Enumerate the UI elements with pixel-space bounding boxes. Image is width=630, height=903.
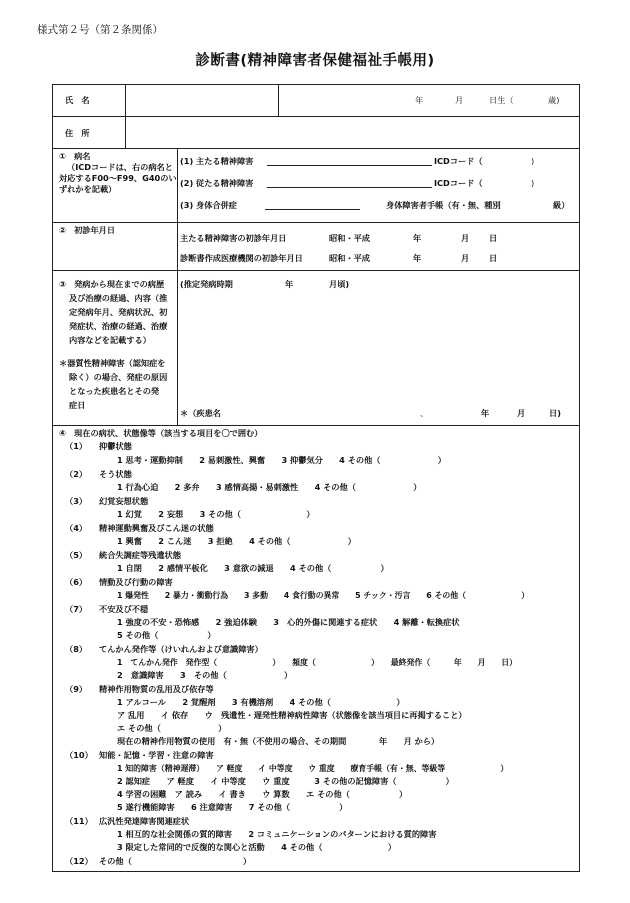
s3-note-line: となった疾患名とその発 [69, 386, 160, 396]
condition-number: （2） [65, 469, 88, 479]
diagnosis-form-table [52, 84, 580, 872]
icd-close: ) [531, 178, 535, 188]
condition-options: 2 意識障害 3 その他（ ） [117, 670, 293, 680]
s2-title: ② 初診年月日 [59, 225, 116, 235]
form-number: 様式第２号（第２条関係） [37, 24, 163, 36]
physical-complication-field[interactable] [265, 209, 360, 210]
disease-separator: 、 [420, 408, 429, 418]
handbook-grade-label: 級） [553, 200, 570, 210]
condition-options: ア 乱用 イ 依存 ウ 残遺性・遅発性精神病性障害（状態像を該当項目に再掲すること） [117, 710, 467, 720]
condition-options: 2 認知症 ア 軽度 イ 中等度 ウ 重度 3 その他の記憶障害（ ） [117, 776, 454, 786]
condition-options: 1 幻覚 2 妄想 3 その他（ ） [117, 509, 315, 519]
month-label: 月 [461, 253, 470, 263]
condition-number: （12） [65, 856, 93, 866]
s4-title: ④ 現在の病状、状態像等（該当する項目を〇で囲む） [59, 428, 263, 438]
year-label: 年 [413, 233, 422, 243]
condition-options: 1 てんかん発作 発作型（ ） 頻度（ ） 最終発作（ 年 月 日） [117, 658, 518, 667]
sub-disorder-field[interactable] [267, 187, 432, 188]
s3-note-line: 除く）の場合、発症の原因 [69, 372, 168, 382]
s1-note-line: （ICDコードは、右の病名と [67, 162, 173, 172]
disease-year-label: 年 [481, 408, 490, 418]
day-label: 日 [489, 233, 498, 243]
condition-options: 1 相互的な社会関係の質的障害 2 コミュニケーションのパターンにおける質的障害 [117, 829, 437, 839]
condition-title: 広汎性発達障害関連症状 [99, 816, 190, 826]
icd-close: ) [531, 156, 535, 166]
condition-options: 3 限定した常同的で反復的な関心と活動 4 その他（ ） [117, 842, 397, 852]
s1-note-line: 対応するF00～F99、G40のい [59, 173, 177, 183]
month-label: 月 [461, 233, 470, 243]
condition-options: 1 行為心迫 2 多弁 3 感情高揚・易刺激性 4 その他（ ） [117, 482, 422, 492]
disease-day-label: 日) [549, 408, 561, 418]
condition-options: 5 遂行機能障害 6 注意障害 7 その他（ ） [117, 802, 348, 812]
condition-options: 1 アルコール 2 覚醒剤 3 有機溶剤 4 その他（ ） [117, 697, 405, 707]
condition-options: 1 自閉 2 感情平板化 3 意欲の減退 4 その他（ ） [117, 563, 389, 573]
onset-month-label: 月頃) [329, 279, 350, 289]
condition-options: 1 知的障害（精神遅滞） ア 軽度 イ 中等度 ウ 重度 療育手帳（有・無、等級等 ） [117, 764, 509, 773]
condition-title: 抑鬱状態 [99, 441, 132, 451]
s1-note-line: ずれかを記載） [59, 184, 117, 194]
condition-title: 精神作用物質の乱用及び依存等 [99, 684, 214, 694]
condition-number: （1） [65, 441, 88, 451]
disease-month-label: 月 [517, 408, 526, 418]
condition-title: 知能・記憶・学習・注意の障害 [99, 750, 214, 760]
condition-title: てんかん発作等（けいれんおよび意識障害） [99, 644, 263, 654]
condition-title: 情動及び行動の障害 [99, 577, 173, 587]
condition-number: （11） [65, 816, 93, 826]
condition-title: 幻覚妄想状態 [99, 496, 149, 506]
condition-number: （3） [65, 496, 88, 506]
era-label: 昭和・平成 [329, 253, 370, 263]
condition-title: 精神運動興奮及びこん迷の状態 [99, 523, 214, 533]
birth-year-label: 年 [415, 95, 424, 105]
s3-note-line: ＊器質性精神障害（認知症を [59, 358, 166, 368]
condition-options: 1 思考・運動抑制 2 易刺激性、興奮 3 抑鬱気分 4 その他（ ） [117, 455, 446, 465]
main-disorder-field[interactable] [267, 165, 432, 166]
condition-options: 4 学習の困難 ア 読み イ 書き ウ 算数 エ その他（ ） [117, 789, 408, 799]
s3-note-line: 症日 [69, 400, 86, 410]
first-visit-clinic-label: 診断書作成医療機関の初診年月日 [180, 253, 303, 263]
s1-title: ① 病名 [59, 151, 91, 161]
birth-day-label: 日生（ [489, 95, 514, 105]
main-disorder-label: (1) 主たる精神障害 [180, 156, 254, 166]
address-label: 住 所 [65, 128, 90, 138]
icd-label: ICDコード（ [434, 156, 483, 166]
condition-options: 5 その他（ ） [117, 630, 216, 640]
condition-title: 不安及び不穏 [99, 604, 149, 614]
age-label: 歳) [548, 95, 560, 105]
condition-number: （5） [65, 550, 88, 560]
s3-title-line: ③ 発病から現在までの病歴 [59, 279, 165, 289]
disability-handbook-label: 身体障害者手帳（有・無、種別 [386, 200, 501, 210]
day-label: 日 [489, 253, 498, 263]
condition-options: 1 強度の不安・恐怖感 2 強迫体験 3 心的外傷に関連する症状 4 解離・転換症状 [117, 617, 460, 627]
s3-title-line: 発症状、治療の経過、治療 [69, 321, 168, 331]
condition-options: 1 爆発性 2 暴力・衝動行為 3 多動 4 食行動の異常 5 チック・汚言 6 その他（ ） [117, 591, 530, 600]
condition-number: （9） [65, 684, 88, 694]
era-label: 昭和・平成 [329, 233, 370, 243]
condition-number: （10） [65, 750, 93, 760]
physical-complication-label: (3) 身体合併症 [180, 200, 237, 210]
s3-title-line: 及び治療の経過、内容（推 [69, 293, 168, 303]
onset-year-label: 年 [285, 279, 294, 289]
first-visit-main-label: 主たる精神障害の初診年月日 [180, 233, 287, 243]
year-label: 年 [413, 253, 422, 263]
condition-close: ） [243, 856, 252, 866]
condition-title: 統合失調症等残遺状態 [99, 550, 181, 560]
condition-title: その他（ [99, 856, 132, 866]
condition-title: そう状態 [99, 469, 132, 479]
birth-month-label: 月 [455, 95, 464, 105]
name-label: 氏 名 [65, 95, 90, 105]
condition-options: エ その他（ ） [117, 723, 227, 733]
onset-label: (推定発病時期 [180, 279, 233, 289]
condition-number: （6） [65, 577, 88, 587]
s3-title-line: 定発病年月、発病状況、初 [69, 307, 168, 317]
icd-label: ICDコード（ [434, 178, 483, 188]
condition-number: （7） [65, 604, 88, 614]
condition-options: 現在の精神作用物質の使用 有・無（不使用の場合、その期間 年 月 から） [117, 736, 440, 746]
disease-name-label: ＊（疾患名 [180, 408, 221, 418]
s3-title-line: 内容などを記載する） [69, 335, 151, 345]
condition-options: 1 興奮 2 こん迷 3 拒絶 4 その他（ ） [117, 536, 356, 546]
condition-number: （4） [65, 523, 88, 533]
condition-number: （8） [65, 644, 88, 654]
sub-disorder-label: (2) 従たる精神障害 [180, 178, 254, 188]
form-title: 診断書(精神障害者保健福祉手帳用) [195, 53, 435, 69]
